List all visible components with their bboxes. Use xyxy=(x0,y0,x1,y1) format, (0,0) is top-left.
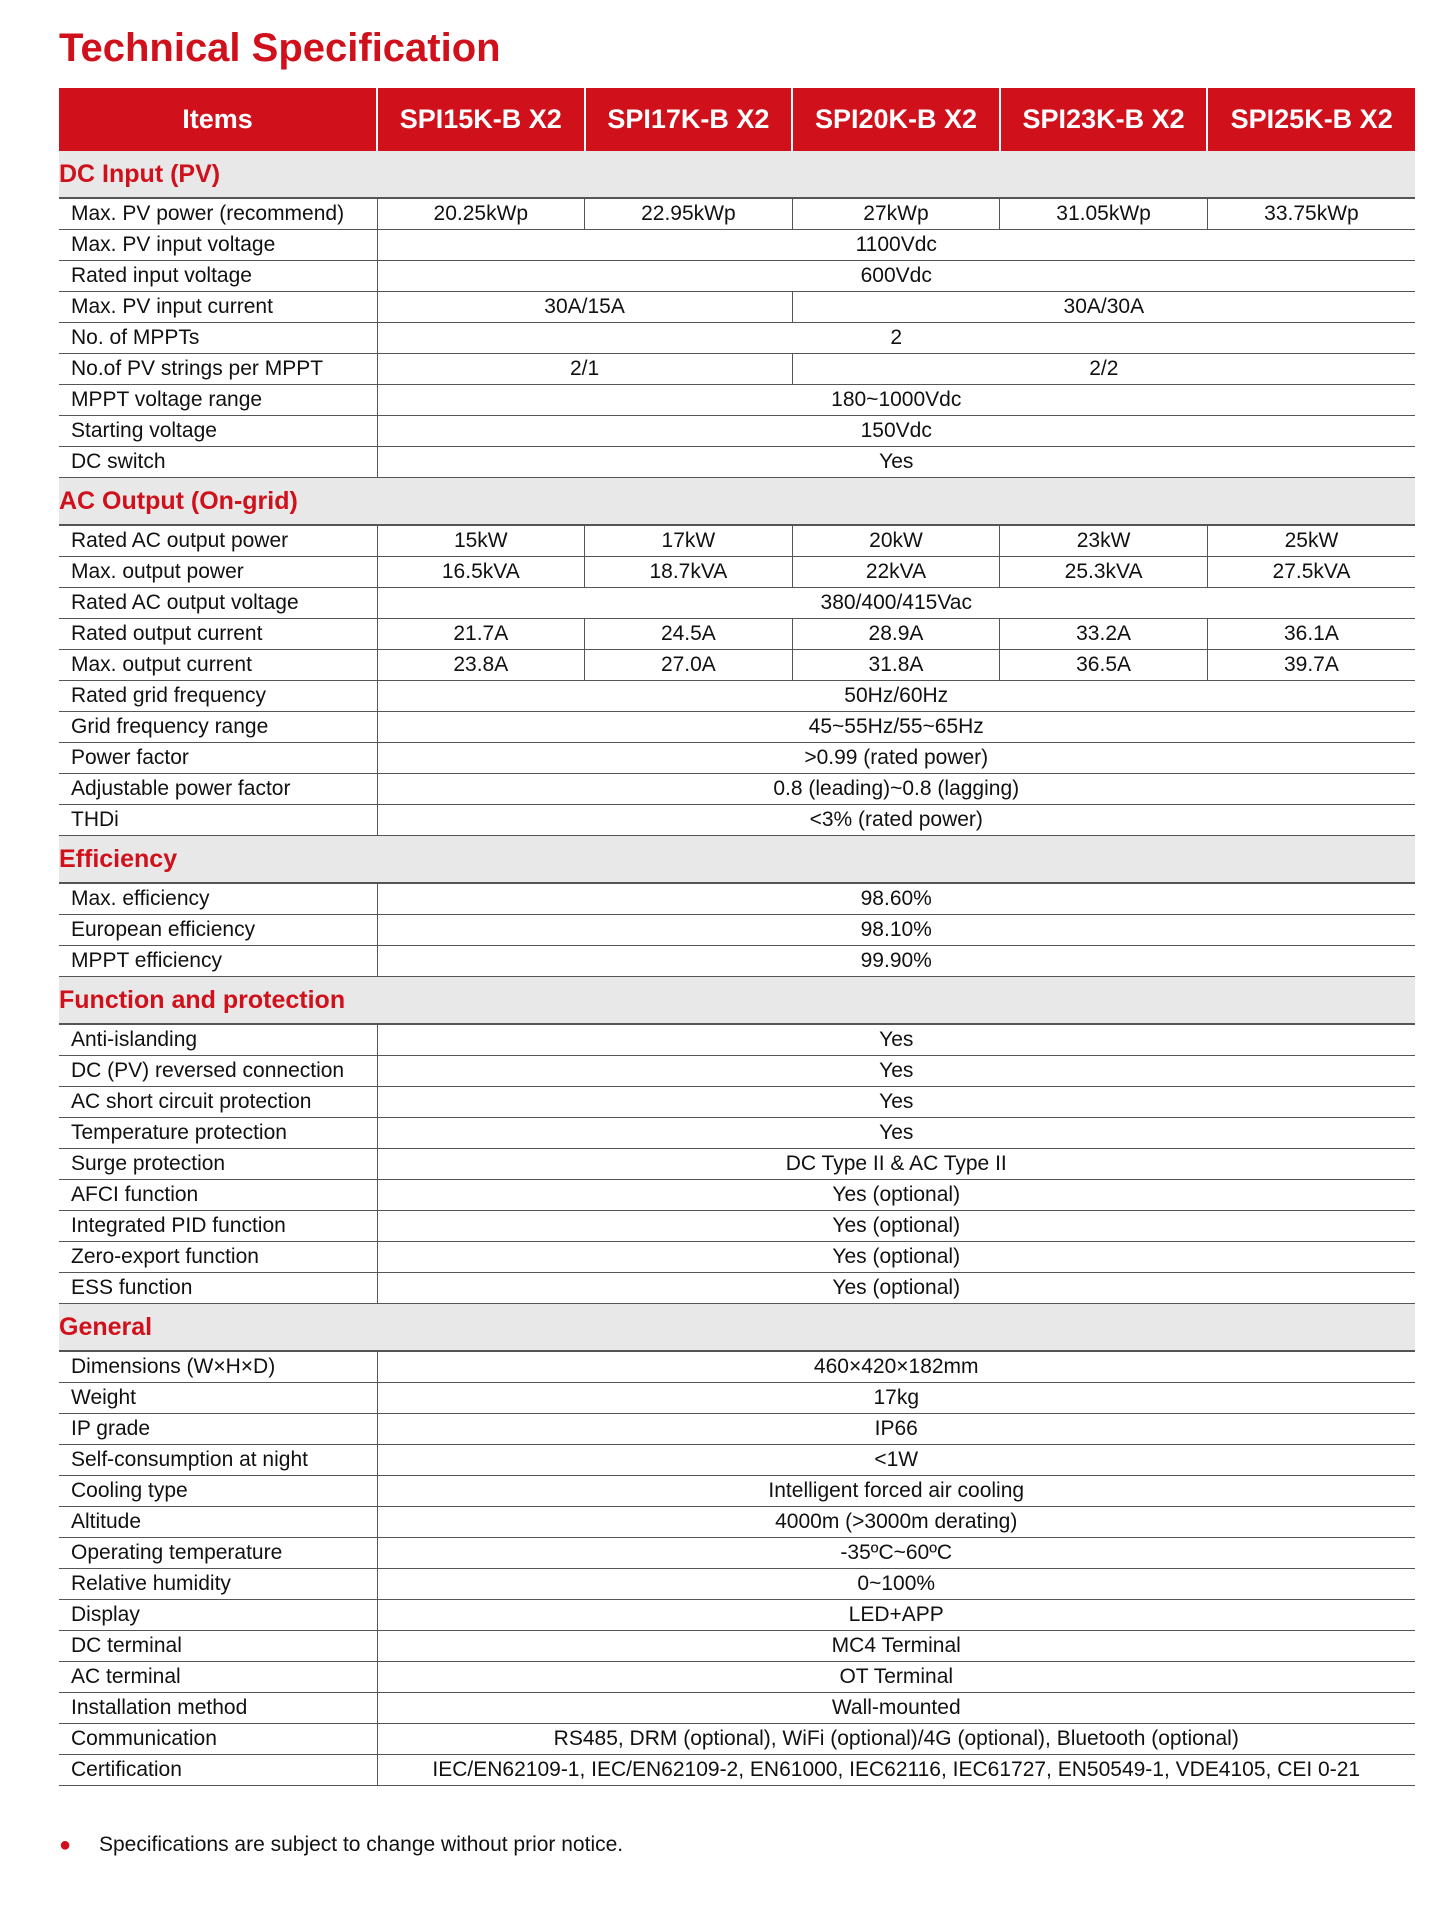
header-model: SPI17K-B X2 xyxy=(585,88,793,151)
table-row xyxy=(59,354,1415,385)
table-row xyxy=(59,525,1415,557)
row-value: 15kW xyxy=(377,525,585,557)
row-value: Yes (optional) xyxy=(377,1211,1415,1242)
row-value: Yes xyxy=(377,1024,1415,1056)
row-value: Yes xyxy=(377,1118,1415,1149)
row-value: Yes (optional) xyxy=(377,1242,1415,1273)
header-items: Items xyxy=(59,88,377,151)
header-model: SPI25K-B X2 xyxy=(1207,88,1415,151)
row-value: 33.2A xyxy=(1000,619,1208,650)
table-row xyxy=(59,650,1415,681)
table-row xyxy=(59,619,1415,650)
row-label: Zero-export function xyxy=(59,1242,377,1273)
row-value: 150Vdc xyxy=(377,416,1415,447)
footnote-text: Specifications are subject to change without prior notice. xyxy=(99,1833,624,1856)
row-value: 99.90% xyxy=(377,946,1415,977)
row-value: 1100Vdc xyxy=(377,230,1415,261)
table-row xyxy=(59,883,1415,915)
table-row xyxy=(59,1538,1415,1569)
row-value: RS485, DRM (optional), WiFi (optional)/4G (optional), Bluetooth (optional) xyxy=(377,1724,1415,1755)
row-value: 460×420×182mm xyxy=(377,1351,1415,1383)
header-model: SPI20K-B X2 xyxy=(792,88,1000,151)
row-label: Max. output power xyxy=(59,557,377,588)
row-label: Communication xyxy=(59,1724,377,1755)
table-row xyxy=(59,1600,1415,1631)
row-value: 31.05kWp xyxy=(1000,198,1208,230)
header-model: SPI23K-B X2 xyxy=(1000,88,1208,151)
row-value: 25.3kVA xyxy=(1000,557,1208,588)
table-row xyxy=(59,712,1415,743)
row-value: 24.5A xyxy=(585,619,793,650)
row-value: 16.5kVA xyxy=(377,557,585,588)
row-label: Anti-islanding xyxy=(59,1024,377,1056)
row-value: 17kg xyxy=(377,1383,1415,1414)
row-label: MPPT efficiency xyxy=(59,946,377,977)
row-label: AFCI function xyxy=(59,1180,377,1211)
table-row xyxy=(59,385,1415,416)
page-title: Technical Specification xyxy=(59,26,501,70)
row-label: IP grade xyxy=(59,1414,377,1445)
footnote xyxy=(59,1833,623,1857)
row-value: 31.8A xyxy=(792,650,1000,681)
row-value: 98.60% xyxy=(377,883,1415,915)
table-row xyxy=(59,1056,1415,1087)
row-label: Rated AC output voltage xyxy=(59,588,377,619)
table-row xyxy=(59,1211,1415,1242)
row-label: Dimensions (W×H×D) xyxy=(59,1351,377,1383)
row-value: MC4 Terminal xyxy=(377,1631,1415,1662)
section-header-row xyxy=(59,478,1415,526)
table-row xyxy=(59,1180,1415,1211)
row-label: Adjustable power factor xyxy=(59,774,377,805)
table-row xyxy=(59,416,1415,447)
row-label: Rated grid frequency xyxy=(59,681,377,712)
row-value: 39.7A xyxy=(1207,650,1415,681)
row-value: 27.0A xyxy=(585,650,793,681)
bullet-icon: ● xyxy=(59,1834,72,1856)
table-row xyxy=(59,261,1415,292)
section-title: General xyxy=(59,1304,1415,1352)
row-label: ESS function xyxy=(59,1273,377,1304)
table-row xyxy=(59,1087,1415,1118)
row-label: Max. PV power (recommend) xyxy=(59,198,377,230)
row-label: No.of PV strings per MPPT xyxy=(59,354,377,385)
section-header-row xyxy=(59,1304,1415,1352)
table-row xyxy=(59,1569,1415,1600)
table-row xyxy=(59,1351,1415,1383)
section-title: DC Input (PV) xyxy=(59,151,1415,198)
row-value: -35ºC~60ºC xyxy=(377,1538,1415,1569)
row-label: Self-consumption at night xyxy=(59,1445,377,1476)
row-label: Certification xyxy=(59,1755,377,1786)
row-label: Max. PV input current xyxy=(59,292,377,323)
row-value: 2/1 xyxy=(377,354,792,385)
row-label: Power factor xyxy=(59,743,377,774)
row-value: <1W xyxy=(377,1445,1415,1476)
row-value: OT Terminal xyxy=(377,1662,1415,1693)
row-label: DC switch xyxy=(59,447,377,478)
table-row xyxy=(59,1118,1415,1149)
row-value: 180~1000Vdc xyxy=(377,385,1415,416)
table-row xyxy=(59,681,1415,712)
row-value: IP66 xyxy=(377,1414,1415,1445)
row-label: Operating temperature xyxy=(59,1538,377,1569)
table-row xyxy=(59,1755,1415,1786)
row-label: Max. PV input voltage xyxy=(59,230,377,261)
row-label: Weight xyxy=(59,1383,377,1414)
row-value: 2/2 xyxy=(792,354,1415,385)
row-value: IEC/EN62109-1, IEC/EN62109-2, EN61000, IEC62116, IEC61727, EN50549-1, VDE4105, CEI 0-21 xyxy=(377,1755,1415,1786)
row-value: >0.99 (rated power) xyxy=(377,743,1415,774)
section-title: AC Output (On-grid) xyxy=(59,478,1415,526)
row-value: 20.25kWp xyxy=(377,198,585,230)
row-value: 36.1A xyxy=(1207,619,1415,650)
row-value: 20kW xyxy=(792,525,1000,557)
row-value: 22kVA xyxy=(792,557,1000,588)
row-value: 18.7kVA xyxy=(585,557,793,588)
section-header-row xyxy=(59,977,1415,1025)
row-value: 0~100% xyxy=(377,1569,1415,1600)
row-value: 0.8 (leading)~0.8 (lagging) xyxy=(377,774,1415,805)
table-row xyxy=(59,198,1415,230)
row-label: Rated input voltage xyxy=(59,261,377,292)
table-row xyxy=(59,1507,1415,1538)
table-row xyxy=(59,557,1415,588)
table-row xyxy=(59,588,1415,619)
spec-table xyxy=(59,88,1415,1786)
table-row xyxy=(59,292,1415,323)
row-value: 27.5kVA xyxy=(1207,557,1415,588)
row-value: 27kWp xyxy=(792,198,1000,230)
table-row xyxy=(59,1024,1415,1056)
row-value: Intelligent forced air cooling xyxy=(377,1476,1415,1507)
row-value: 50Hz/60Hz xyxy=(377,681,1415,712)
row-label: Max. output current xyxy=(59,650,377,681)
table-header-row xyxy=(59,88,1415,151)
header-model: SPI15K-B X2 xyxy=(377,88,585,151)
row-value: 30A/30A xyxy=(792,292,1415,323)
row-label: Surge protection xyxy=(59,1149,377,1180)
row-value: 25kW xyxy=(1207,525,1415,557)
table-row xyxy=(59,915,1415,946)
row-label: European efficiency xyxy=(59,915,377,946)
row-label: DC terminal xyxy=(59,1631,377,1662)
row-label: Max. efficiency xyxy=(59,883,377,915)
section-header-row xyxy=(59,151,1415,198)
table-row xyxy=(59,323,1415,354)
row-value: 36.5A xyxy=(1000,650,1208,681)
table-row xyxy=(59,1242,1415,1273)
table-row xyxy=(59,1476,1415,1507)
table-row xyxy=(59,1693,1415,1724)
row-label: Starting voltage xyxy=(59,416,377,447)
row-value: LED+APP xyxy=(377,1600,1415,1631)
table-row xyxy=(59,1662,1415,1693)
row-label: Cooling type xyxy=(59,1476,377,1507)
row-value: 380/400/415Vac xyxy=(377,588,1415,619)
row-value: 600Vdc xyxy=(377,261,1415,292)
row-label: Display xyxy=(59,1600,377,1631)
row-label: DC (PV) reversed connection xyxy=(59,1056,377,1087)
spec-table-body xyxy=(59,151,1415,1786)
row-value: 22.95kWp xyxy=(585,198,793,230)
row-value: 2 xyxy=(377,323,1415,354)
table-row xyxy=(59,1724,1415,1755)
table-row xyxy=(59,805,1415,836)
row-label: THDi xyxy=(59,805,377,836)
row-value: Yes (optional) xyxy=(377,1180,1415,1211)
row-value: 33.75kWp xyxy=(1207,198,1415,230)
table-row xyxy=(59,1414,1415,1445)
row-value: 98.10% xyxy=(377,915,1415,946)
row-label: Rated AC output power xyxy=(59,525,377,557)
row-value: 30A/15A xyxy=(377,292,792,323)
row-value: 23kW xyxy=(1000,525,1208,557)
row-label: Temperature protection xyxy=(59,1118,377,1149)
row-label: Rated output current xyxy=(59,619,377,650)
section-title: Efficiency xyxy=(59,836,1415,884)
table-row xyxy=(59,230,1415,261)
table-row xyxy=(59,1149,1415,1180)
row-value: 21.7A xyxy=(377,619,585,650)
row-value: Yes xyxy=(377,1056,1415,1087)
row-value: 28.9A xyxy=(792,619,1000,650)
row-value: 4000m (>3000m derating) xyxy=(377,1507,1415,1538)
row-value: <3% (rated power) xyxy=(377,805,1415,836)
table-row xyxy=(59,1631,1415,1662)
row-label: Grid frequency range xyxy=(59,712,377,743)
row-value: Yes xyxy=(377,447,1415,478)
row-label: Integrated PID function xyxy=(59,1211,377,1242)
section-title: Function and protection xyxy=(59,977,1415,1025)
row-label: Altitude xyxy=(59,1507,377,1538)
row-value: 17kW xyxy=(585,525,793,557)
row-value: DC Type II & AC Type II xyxy=(377,1149,1415,1180)
row-label: Installation method xyxy=(59,1693,377,1724)
row-value: Wall-mounted xyxy=(377,1693,1415,1724)
table-row xyxy=(59,1383,1415,1414)
row-value: 45~55Hz/55~65Hz xyxy=(377,712,1415,743)
table-row xyxy=(59,946,1415,977)
table-row xyxy=(59,743,1415,774)
section-header-row xyxy=(59,836,1415,884)
row-label: No. of MPPTs xyxy=(59,323,377,354)
table-row xyxy=(59,774,1415,805)
row-value: Yes (optional) xyxy=(377,1273,1415,1304)
table-row xyxy=(59,1273,1415,1304)
row-label: AC terminal xyxy=(59,1662,377,1693)
row-label: Relative humidity xyxy=(59,1569,377,1600)
row-label: AC short circuit protection xyxy=(59,1087,377,1118)
row-value: 23.8A xyxy=(377,650,585,681)
table-row xyxy=(59,1445,1415,1476)
table-row xyxy=(59,447,1415,478)
row-value: Yes xyxy=(377,1087,1415,1118)
row-label: MPPT voltage range xyxy=(59,385,377,416)
